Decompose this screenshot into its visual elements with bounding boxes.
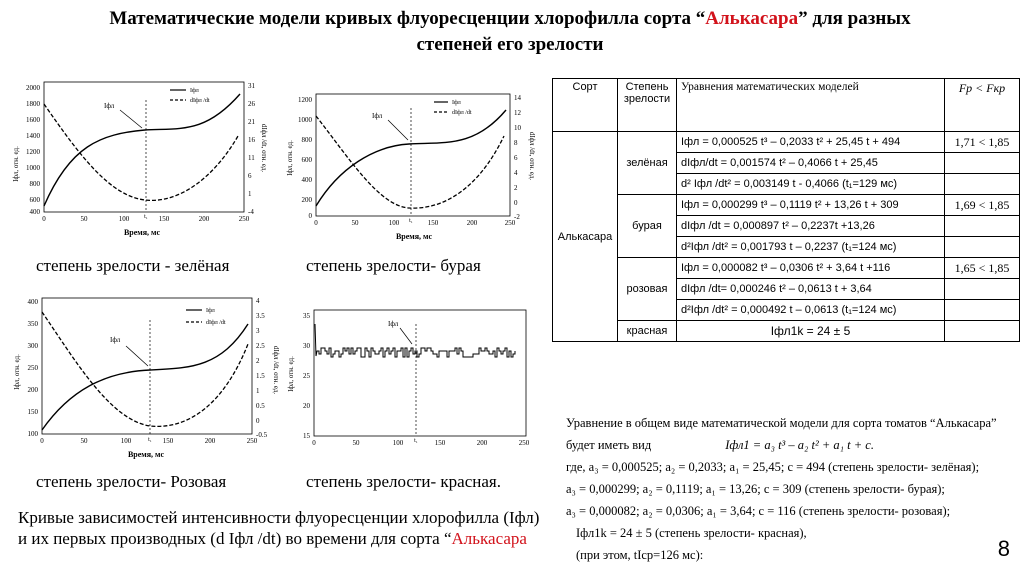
general-line: где, a₃ = 0,000525; a₂ = 0,2033; a₁ = 25,45; c = 494 (степень зрелости- зелёная); <box>566 460 980 474</box>
xtick: 100 <box>388 219 400 227</box>
xtick: 0 <box>42 215 46 223</box>
y-left-ticks <box>303 312 311 440</box>
legend-label: Iфл <box>452 100 461 106</box>
table-header-row <box>553 79 1020 132</box>
xtick: 200 <box>204 437 216 445</box>
general-line: Iфл1k = 24 ± 5 (степень зрелости- красная), <box>576 526 807 540</box>
ytick: 15 <box>303 432 310 440</box>
ytick-right: 6 <box>248 172 252 180</box>
title-part2: ” для разных <box>798 8 911 29</box>
xtick: 0 <box>314 219 318 227</box>
chart-red <box>284 304 538 460</box>
ytick: 100 <box>27 430 38 438</box>
cell-stage: розовая <box>618 258 677 321</box>
ytick-right: 2 <box>256 357 260 365</box>
header-sort: Сорт <box>553 79 618 132</box>
xtick: 150 <box>427 219 439 227</box>
ytick: 1000 <box>298 116 312 124</box>
ytick-right: 10 <box>514 124 521 132</box>
general-line2a: будет иметь вид <box>566 438 652 452</box>
curve-label: Iфл <box>388 320 399 328</box>
ytick: 150 <box>27 408 38 416</box>
xtick: 200 <box>466 219 478 227</box>
ytick-right: 11 <box>248 154 255 162</box>
cell-equation: d² Iфл /dt² = 0,003149 t - 0,4066 (t₁=129 мс) <box>677 174 945 195</box>
ytick: 1000 <box>26 164 40 172</box>
title-part1: Математические модели кривых флуоресценции хлорофилла сорта “ <box>109 8 706 29</box>
intensity-curve <box>44 94 240 206</box>
cell-equation: d²Iфл /dt² = 0,000492 t – 0,0613 (t₁=124 мс) <box>677 300 945 321</box>
models-table <box>552 78 1020 342</box>
y-axis-label-right: dIфл /dt, отн. ед. <box>528 131 536 181</box>
ytick: 200 <box>301 196 312 204</box>
figure-caption-variety: Алькасара <box>451 529 527 548</box>
xtick: 200 <box>476 439 488 447</box>
legend-label-dash: dIфл /dt <box>190 98 210 104</box>
ytick: 0 <box>308 212 312 220</box>
cell-equation: dIфл/dt = 0,001574 t² – 0,4066 t + 25,45 <box>677 153 945 174</box>
ytick: 30 <box>303 342 310 350</box>
ytick-right: 0 <box>256 417 260 425</box>
cell-equation: Iфл1k = 24 ± 5 <box>677 321 945 342</box>
cell-stage: бурая <box>618 195 677 258</box>
intensity-curve <box>42 324 248 430</box>
cell-fvalue: 1,69 < 1,85 <box>945 195 1020 216</box>
derivative-curve <box>316 116 504 208</box>
y-right-ticks <box>248 82 256 216</box>
ytick-right: 4 <box>256 297 260 305</box>
table-row <box>553 195 1020 216</box>
ytick-right: 26 <box>248 100 255 108</box>
y-axis-label: Iфл, отн. ед. <box>13 354 21 390</box>
ytick: 800 <box>301 136 312 144</box>
header-equations: Уравнения математических моделей <box>677 79 945 132</box>
xtick: 150 <box>158 215 170 223</box>
ytick-right: 12 <box>514 109 521 117</box>
y-axis-label: Iфл, отн. ед. <box>286 140 294 176</box>
ytick-right: 2.5 <box>256 342 265 350</box>
ytick: 200 <box>27 386 38 394</box>
cell-fvalue: 1,65 < 1,85 <box>945 258 1020 279</box>
ytick: 1800 <box>26 100 40 108</box>
ytick: 300 <box>27 342 38 350</box>
caption-green: степень зрелости - зелёная <box>36 256 230 275</box>
intensity-noisy-curve <box>315 324 515 357</box>
curve-label: Iфл <box>104 102 115 110</box>
annotation-arrow <box>126 346 148 366</box>
header-stage: Степень зрелости <box>618 79 677 132</box>
annotation-arrow <box>400 328 412 344</box>
xtick: 250 <box>518 439 530 447</box>
ytick-right: 8 <box>514 139 518 147</box>
general-formula-block <box>566 412 1022 566</box>
cell-equation: d²Iфл /dt² = 0,001793 t – 0,2237 (t₁=124 мс) <box>677 237 945 258</box>
ytick-right: 1 <box>248 190 252 198</box>
x-ticks <box>314 219 516 227</box>
y-left-ticks <box>26 84 41 216</box>
y-left-ticks <box>298 96 313 220</box>
ytick-right: 3.5 <box>256 312 265 320</box>
legend-label-dash: dIфл /dt <box>206 320 226 326</box>
y-left-ticks <box>28 298 39 438</box>
general-line: a₃ = 0,000299; a₂ = 0,1119; a₁ = 13,26; c = 309 (степень зрелости- бурая); <box>566 482 945 496</box>
t1-label: t₁ <box>414 438 418 444</box>
ytick-right: 16 <box>248 136 255 144</box>
curve-label: Iфл <box>110 336 121 344</box>
legend-label-dash: dIфл /dt <box>452 110 472 116</box>
cell-stage: красная <box>618 321 677 342</box>
chart-brown-svg <box>284 88 536 246</box>
legend-label: Iфл <box>206 308 215 314</box>
ytick-right: 0.5 <box>256 402 265 410</box>
general-line: (при этом, tIср=126 мс): <box>576 548 704 562</box>
chart-green <box>10 76 268 242</box>
cell-equation: dIфл /dt= 0,000246 t² – 0,0613 t + 3,64 <box>677 279 945 300</box>
ytick: 400 <box>27 298 38 306</box>
t1-label: t₁ <box>409 218 413 224</box>
ytick: 35 <box>303 312 310 320</box>
ytick: 25 <box>303 372 310 380</box>
xtick: 100 <box>120 437 132 445</box>
chart-frame <box>314 310 526 436</box>
caption-red: степень зрелости- красная. <box>306 472 501 491</box>
ytick-right: -4 <box>248 208 254 216</box>
ytick: 250 <box>27 364 38 372</box>
y-axis-label: Iфл, отн. ед. <box>12 146 20 182</box>
xtick: 50 <box>80 215 88 223</box>
chart-pink <box>10 290 280 462</box>
y-right-ticks <box>256 297 268 439</box>
title-variety: Алькасара <box>705 8 799 29</box>
ytick: 1600 <box>26 116 40 124</box>
y-axis-label: Iфл, отн. ед. <box>287 356 295 392</box>
xtick: 0 <box>312 439 316 447</box>
y-right-ticks <box>514 94 522 221</box>
ytick-right: 6 <box>514 154 518 162</box>
chart-pink-svg <box>10 290 280 462</box>
legend-label: Iфл <box>190 88 199 94</box>
cell-equation: Iфл = 0,000299 t³ – 0,1119 t² + 13,26 t + 309 <box>677 195 945 216</box>
general-line <box>566 434 1022 456</box>
table-row <box>553 258 1020 279</box>
annotation-arrow <box>120 110 142 128</box>
ytick-right: 2 <box>514 184 518 192</box>
ytick: 600 <box>29 196 40 204</box>
cell-equation: Iфл = 0,000082 t³ – 0,0306 t² + 3,64 t +116 <box>677 258 945 279</box>
xtick: 150 <box>162 437 174 445</box>
figure-caption-line1: Кривые зависимостей интенсивности флуоресценции хлорофилла (Iфл) <box>18 508 540 527</box>
xtick: 0 <box>40 437 44 445</box>
ytick-right: 1.5 <box>256 372 265 380</box>
x-axis-label: Время, мс <box>123 228 161 237</box>
ytick: 1200 <box>26 148 40 156</box>
xtick: 250 <box>504 219 516 227</box>
chart-brown <box>284 88 536 246</box>
table-row <box>553 321 1020 342</box>
ytick: 1400 <box>26 132 40 140</box>
derivative-curve <box>42 312 248 426</box>
page-title <box>30 6 990 58</box>
general-formula: Iфл1 = a₃ t³ – a₂ t² + a₁ t + c. <box>725 438 874 452</box>
xtick: 100 <box>392 439 404 447</box>
chart-green-svg <box>10 76 268 242</box>
ytick: 400 <box>29 208 40 216</box>
table-row <box>553 132 1020 153</box>
ytick: 800 <box>29 180 40 188</box>
x-axis-label: Время, мс <box>395 232 433 241</box>
xtick: 200 <box>198 215 210 223</box>
xtick: 250 <box>238 215 250 223</box>
ytick-right: -2 <box>514 213 520 221</box>
t1-label: t₁ <box>148 437 152 443</box>
cell-fvalue: 1,71 < 1,85 <box>945 132 1020 153</box>
xtick: 100 <box>118 215 130 223</box>
curve-label: Iфл <box>372 112 383 120</box>
ytick-right: 21 <box>248 118 255 126</box>
ytick-right: 4 <box>514 169 518 177</box>
ytick-right: 31 <box>248 82 255 90</box>
title-line2: степеней его зрелости <box>416 34 604 55</box>
figure-caption-line2: и их первых производных (d Iфл /dt) во времени для сорта “ <box>18 529 452 548</box>
ytick-right: 14 <box>514 94 521 102</box>
xtick: 50 <box>352 439 360 447</box>
ytick: 400 <box>301 176 312 184</box>
ytick-right: 3 <box>256 327 260 335</box>
xtick: 50 <box>80 437 88 445</box>
t1-label: t₁ <box>144 214 148 220</box>
x-axis-label: Время, мс <box>127 450 165 459</box>
ytick-right: 1 <box>256 387 260 395</box>
ytick: 2000 <box>26 84 40 92</box>
general-line: a₃ = 0,000082; a₂ = 0,0306; a₁ = 3,64; c = 116 (степень зрелости- розовая); <box>566 504 951 518</box>
chart-frame <box>42 298 252 434</box>
chart-red-svg <box>284 304 538 460</box>
caption-brown: степень зрелости- бурая <box>306 256 481 275</box>
cell-variety: Алькасара <box>553 132 618 342</box>
x-ticks <box>312 439 530 447</box>
annotation-arrow <box>388 120 408 140</box>
ytick-right: 0 <box>514 199 518 207</box>
caption-pink: степень зрелости- Розовая <box>36 472 227 491</box>
ytick: 600 <box>301 156 312 164</box>
derivative-curve <box>44 104 238 200</box>
cell-equation: Iфл = 0,000525 t³ – 0,2033 t² + 25,45 t + 494 <box>677 132 945 153</box>
y-axis-label-right: dIфл /dt, отн. ед. <box>260 123 268 173</box>
xtick: 250 <box>246 437 258 445</box>
xtick: 150 <box>434 439 446 447</box>
header-criterion: Fр < Fкр <box>945 79 1020 132</box>
ytick: 20 <box>303 402 310 410</box>
xtick: 50 <box>351 219 359 227</box>
chart-frame <box>44 82 244 212</box>
ytick-right: -0.5 <box>256 431 268 439</box>
cell-equation: dIфл /dt = 0,000897 t² – 0,2237t +13,26 <box>677 216 945 237</box>
general-line: Уравнение в общем виде математической модели для сорта томатов “Алькасара” <box>566 416 997 430</box>
ytick: 1200 <box>298 96 312 104</box>
cell-stage: зелёная <box>618 132 677 195</box>
page-number: 8 <box>997 536 1010 561</box>
y-axis-label-right: dIфл /dt, отн. ед. <box>272 345 280 395</box>
figure-caption <box>18 507 548 549</box>
ytick: 350 <box>27 320 38 328</box>
